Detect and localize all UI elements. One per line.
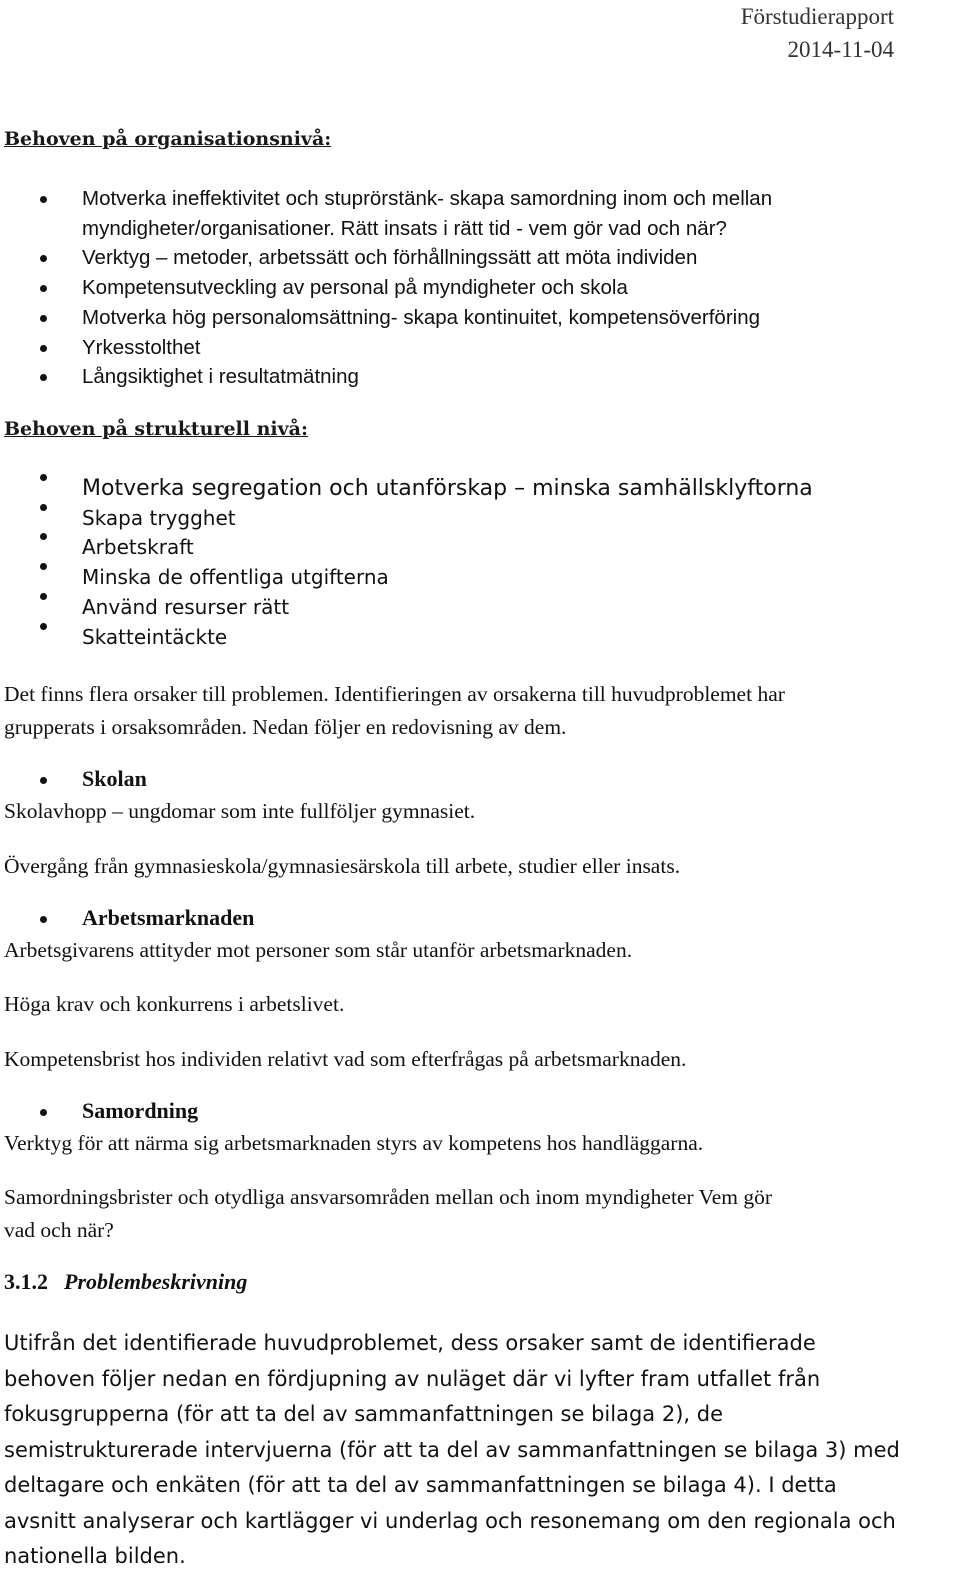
list-item: Arbetskraft — [40, 533, 813, 563]
section-heading — [4, 1269, 247, 1295]
area-line: Samordningsbrister och otydliga ansvarsområden mellan och inom myndigheter Vem gör — [4, 1185, 773, 1209]
list-item: Kompetensutveckling av personal på myndigheter och skola — [40, 273, 772, 303]
struct-list — [40, 474, 813, 652]
area-heading-list — [40, 766, 147, 792]
body-line: fokusgrupperna (för att ta del av sammanfattningen se bilaga 2), de — [4, 1402, 723, 1426]
list-item: Minska de offentliga utgifterna — [40, 563, 813, 593]
list-item: Använd resurser rätt — [40, 593, 813, 623]
intro-line: grupperats i orsaksområden. Nedan följer en redovisning av dem. — [4, 715, 567, 739]
report-date: 2014-11-04 — [787, 37, 894, 62]
area-line: Skolavhopp – ungdomar som inte fullföljer gymnasiet. — [4, 799, 476, 823]
page-header — [741, 0, 894, 66]
org-list — [40, 184, 772, 392]
body-line: avsnitt analyserar och kartlägger vi underlag och resonemang om den regionala och — [4, 1508, 896, 1533]
list-item: Motverka ineffektivitet och stuprörstänk- skapa samordning inom och mellan — [40, 184, 772, 214]
area-heading-arbetsmarknaden: Arbetsmarknaden — [40, 905, 254, 931]
section-title: Problembeskrivning — [64, 1269, 248, 1294]
list-item: Långsiktighet i resultatmätning — [40, 362, 772, 392]
body-paragraph — [4, 1326, 900, 1575]
area-heading-list — [40, 905, 254, 931]
struct-heading: Behoven på strukturell nivå: — [4, 418, 308, 440]
org-heading: Behoven på organisationsnivå: — [4, 128, 332, 150]
list-item: Yrkesstolthet — [40, 333, 772, 363]
area-line: Arbetsgivarens attityder mot personer som står utanför arbetsmarknaden. — [4, 938, 633, 962]
report-title: Förstudierapport — [740, 4, 894, 29]
area-line: Höga krav och konkurrens i arbetslivet. — [4, 992, 345, 1016]
body-line: Utifrån det identifierade huvudproblemet, dess orsaker samt de identifierade — [4, 1331, 816, 1355]
body-line: nationella bilden. — [4, 1544, 186, 1568]
area-line: Kompetensbrist hos individen relativt vad som efterfrågas på arbetsmarknaden. — [4, 1047, 687, 1071]
body-line: semistrukturerade intervjuerna (för att ta del av sammanfattningen se bilaga 3) med — [4, 1437, 900, 1462]
body-line: behoven följer nedan en fördjupning av nuläget där vi lyfter fram utfallet från — [4, 1366, 821, 1391]
area-line: Övergång från gymnasieskola/gymnasiesärskola till arbete, studier eller insats. — [4, 854, 681, 878]
area-heading-skolan: Skolan — [40, 766, 147, 792]
list-item: Skapa trygghet — [40, 504, 813, 534]
area-line: vad och när? — [4, 1218, 114, 1242]
area-line: Verktyg för att närma sig arbetsmarknaden styrs av kompetens hos handläggarna. — [4, 1131, 704, 1155]
body-line: deltagare och enkäten (för att ta del av sammanfattningen se bilaga 4). I detta — [4, 1473, 837, 1497]
section-number: 3.1.2 — [4, 1269, 48, 1294]
list-item: Verktyg – metoder, arbetssätt och förhållningssätt att möta individen — [40, 243, 772, 273]
list-item: Motverka hög personalomsättning- skapa kontinuitet, kompetensöverföring — [40, 303, 772, 333]
list-item: Motverka segregation och utanförskap – minska samhällsklyftorna — [40, 474, 813, 504]
area-heading-list — [40, 1098, 198, 1124]
list-item-continuation: myndigheter/organisationer. Rätt insats i rätt tid - vem gör vad och när? — [82, 216, 727, 240]
list-item: Skatteintäckte — [40, 623, 813, 653]
intro-line: Det finns flera orsaker till problemen. Identifieringen av orsakerna till huvudproblemet har — [4, 682, 785, 706]
area-heading-samordning: Samordning — [40, 1098, 198, 1124]
